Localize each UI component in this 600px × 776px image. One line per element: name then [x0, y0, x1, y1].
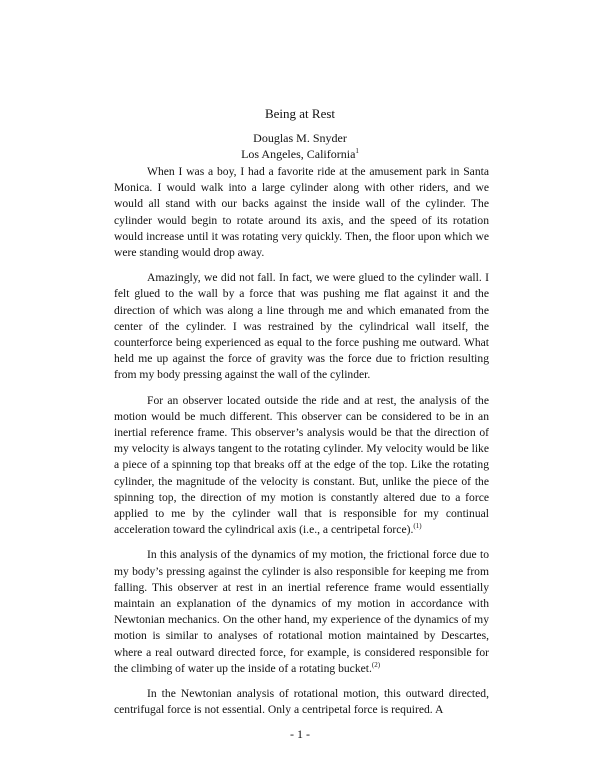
paragraph: [114, 686, 489, 718]
author-affiliation: [0, 146, 600, 162]
affiliation-footnote-marker: 1: [355, 147, 359, 155]
paragraph: [114, 164, 489, 261]
paragraph: [114, 393, 489, 539]
endnote-marker: (2): [371, 660, 381, 669]
document-title: Being at Rest: [264, 106, 336, 121]
paragraph: [114, 270, 489, 383]
paragraph-text: In this analysis of the dynamics of my motion, the frictional force due to my body’s pressing against the cylinder is also responsible for keeping me from falling. This observer at rest in an inertial reference frame would essentially maintain an explanation of the dynamics of my motion in accordance with Newtonian mechanics. On the other hand, my experience of the dynamics of my motion is similar to analyses of rotational motion maintained by Descartes, where a real outward directed force, for example, is considered responsible for the climbing of water up the inside of a rotating bucket.: [114, 548, 489, 675]
paragraph: [114, 547, 489, 677]
page-number: - 1 -: [290, 727, 310, 741]
paragraph-text: In the Newtonian analysis of rotational motion, this outward directed, centrifugal force is not essential. Only a centripetal force is required. A: [114, 687, 489, 717]
endnote-marker: (1): [413, 522, 422, 531]
affiliation-text: Los Angeles, California: [241, 147, 356, 161]
author-name: Douglas M. Snyder: [253, 131, 347, 145]
body-text: [114, 164, 489, 728]
paragraph-text: When I was a boy, I had a favorite ride at the amusement park in Santa Monica. I would walk into a large cylinder along with other riders, and we would all stand with our backs against the inside wall of the cylinder. The cylinder would begin to rotate around its axis, and the speed of its rotation would increase until it was rotating very quickly. Then, the floor upon which we were standing would drop away.: [114, 165, 489, 260]
paragraph-text: Amazingly, we did not fall. In fact, we were glued to the cylinder wall. I felt glued to the wall by a force that was pushing me flat against it and the direction of which was along a line through me and which emanated from the center of the cylinder. I was restrained by the cylindrical wall itself, the counterforce being experienced as equal to the force pushing me outward. What held me up against the force of gravity was the force due to friction resulting from my body pressing against the wall of the cylinder.: [114, 271, 489, 382]
paragraph-text: For an observer located outside the ride and at rest, the analysis of the motion would be much different. This observer can be considered to be in an inertial reference frame. This observer’s analysis would be that the direction of my velocity is always tangent to the rotating cylinder. My velocity would be like a piece of a spinning top that breaks off at the edge of the top. Like the rotating cylinder, the magnitude of the velocity is constant. But, unlike the piece of the spinning top, the direction of my motion is constantly altered due to a force applied to me by the cylinder wall that is responsible for my continual acceleration toward the cylindrical axis (i.e., a centripetal force).: [114, 393, 489, 537]
